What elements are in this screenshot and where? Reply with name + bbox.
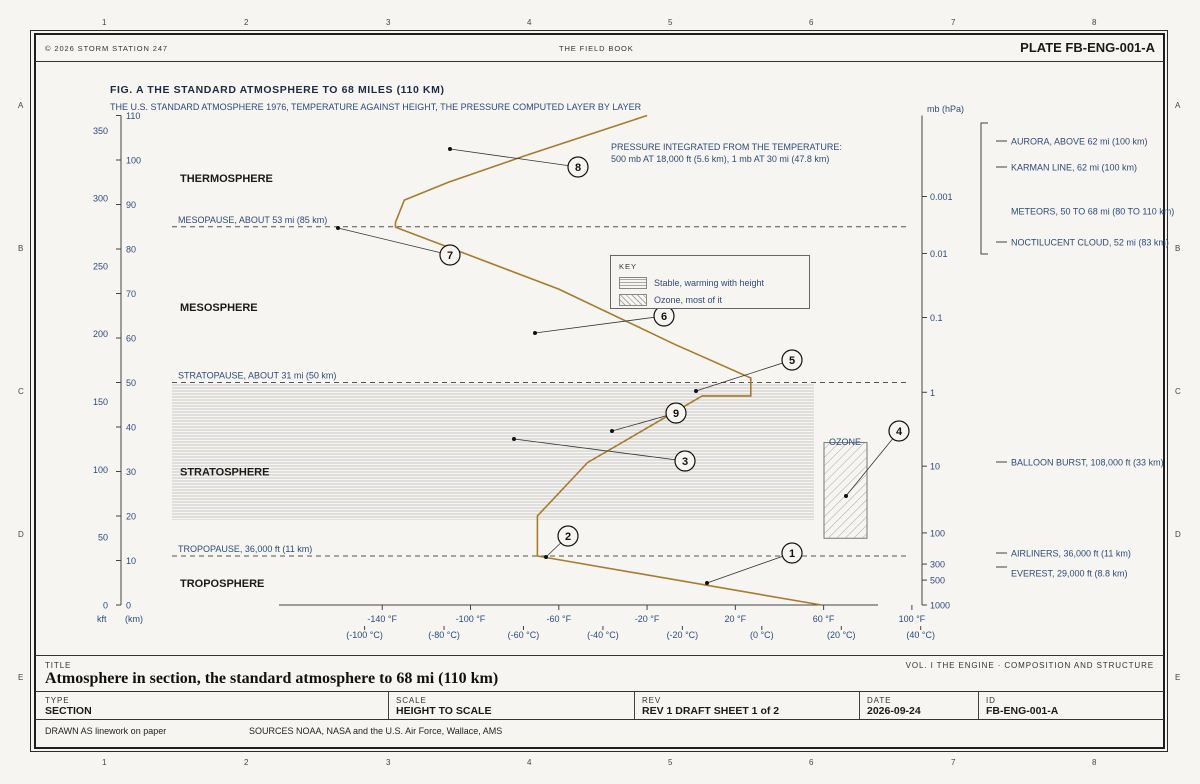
title-label: TITLE <box>45 661 72 670</box>
callout-leader <box>707 553 792 583</box>
callout-leader <box>450 149 578 167</box>
divider-2 <box>634 692 635 719</box>
callout-number: 8 <box>574 162 582 174</box>
pressure-tick-label: 1000 <box>930 600 951 611</box>
side-note-label: BALLOON BURST, 108,000 ft (33 km) <box>1011 457 1164 468</box>
figure-subtitle: THE U.S. STANDARD ATMOSPHERE 1976, TEMPERATURE AGAINST HEIGHT, THE PRESSURE COMPUTED LAYER BY LAYER <box>110 102 642 112</box>
y-km-tick-label: 10 <box>126 556 137 566</box>
scale-label: SCALE <box>396 696 427 705</box>
side-note-label: AURORA, ABOVE 62 mi (100 km) <box>1011 136 1148 147</box>
callout-number: 2 <box>564 531 572 543</box>
legend-swatch-ozone <box>619 294 647 306</box>
zone-row-d-right: D <box>1175 530 1181 539</box>
layer-name: MESOSPHERE <box>180 301 258 314</box>
layer-name: THERMOSPHERE <box>180 172 273 185</box>
y-kft-tick-label: 0 <box>102 600 108 611</box>
divider-1 <box>388 692 389 719</box>
legend-box <box>610 255 810 309</box>
id-value: FB-ENG-001-A <box>986 705 1059 717</box>
callout-number: 5 <box>788 355 796 367</box>
x-f-tick-label: 60 °F <box>812 614 835 624</box>
side-note-label: NOCTILUCENT CLOUD, 52 mi (83 km) <box>1011 237 1169 248</box>
callout-number: 3 <box>681 456 689 468</box>
pressure-note-line-1: PRESSURE INTEGRATED FROM THE TEMPERATURE: <box>611 142 842 152</box>
zone-col-5: 5 <box>668 18 673 27</box>
zone-col-8: 8 <box>1092 18 1097 27</box>
figure-title: FIG. A THE STANDARD ATMOSPHERE TO 68 MILES (110 KM) <box>110 84 445 96</box>
pressure-tick-label: 1 <box>930 387 936 398</box>
pressure-tick-label: 0.01 <box>930 248 948 259</box>
zone-col-7: 7 <box>951 18 956 27</box>
y-km-tick-label: 30 <box>126 467 137 477</box>
y-kft-tick-label: 200 <box>92 329 108 340</box>
ozone-label: OZONE <box>829 437 862 447</box>
x-c-tick-label: (-20 °C) <box>666 630 699 640</box>
y-kft-axis-label: kft <box>97 614 107 624</box>
side-note-label: METEORS, 50 TO 68 mi (80 TO 110 km) <box>1011 206 1175 217</box>
zone-col-4-bottom: 4 <box>527 758 532 767</box>
y-kft-tick-label: 100 <box>92 464 108 475</box>
zone-col-1-bottom: 1 <box>102 758 107 767</box>
x-c-tick-label: (-80 °C) <box>428 630 460 640</box>
zone-row-b: B <box>18 244 24 253</box>
y-kft-tick-label: 300 <box>92 193 108 204</box>
callout-anchor-dot <box>336 226 340 230</box>
y-kft-tick-label: 350 <box>92 125 108 136</box>
zone-col-3: 3 <box>386 18 391 27</box>
zone-col-1: 1 <box>102 18 107 27</box>
stable-layer-band <box>172 385 814 521</box>
sources-note: SOURCES NOAA, NASA and the U.S. Air Force, Wallace, AMS <box>249 726 503 736</box>
zone-row-b-right: B <box>1175 244 1181 253</box>
y-km-tick-label: 90 <box>126 200 137 210</box>
layer-name: TROPOSPHERE <box>180 577 265 590</box>
rev-label: REV <box>642 696 662 705</box>
callout-anchor-dot <box>610 429 614 433</box>
book-title: THE FIELD BOOK <box>559 44 634 53</box>
id-label: ID <box>986 696 996 705</box>
y-km-tick-label: 110 <box>126 111 141 121</box>
zone-row-a-right: A <box>1175 101 1181 110</box>
x-c-tick-label: (-40 °C) <box>587 630 619 640</box>
zone-col-2: 2 <box>244 18 249 27</box>
callout-number: 9 <box>672 408 680 420</box>
ozone-layer-box <box>824 443 867 539</box>
callout-anchor-dot <box>694 389 698 393</box>
callout-anchor-dot <box>512 437 516 441</box>
pressure-note-line-2: 500 mb AT 18,000 ft (5.6 km), 1 mb AT 30 mi (47.8 km) <box>611 154 830 164</box>
pressure-tick-label: 10 <box>930 461 941 472</box>
plate-id: PLATE FB-ENG-001-A <box>1020 40 1155 55</box>
x-f-tick-label: -60 °F <box>546 614 572 624</box>
callout-number: 7 <box>446 250 454 262</box>
layer-boundary-label: MESOPAUSE, ABOUT 53 mi (85 km) <box>178 214 328 225</box>
pressure-tick-label: 0.1 <box>930 313 943 324</box>
callout-number: 4 <box>895 426 903 438</box>
layer-boundary-label: TROPOPAUSE, 36,000 ft (11 km) <box>178 544 313 555</box>
legend-label-stable: Stable, warming with height <box>654 278 765 288</box>
zone-row-e: E <box>18 673 24 682</box>
zone-col-5-bottom: 5 <box>668 758 673 767</box>
type-value: SECTION <box>45 705 92 717</box>
x-f-tick-label: 100 °F <box>898 614 926 624</box>
divider-4 <box>978 692 979 719</box>
callout-anchor-dot <box>533 331 537 335</box>
zone-col-8-bottom: 8 <box>1092 758 1097 767</box>
rev-value: REV 1 DRAFT SHEET 1 of 2 <box>642 705 780 717</box>
side-note-label: KARMAN LINE, 62 mi (100 km) <box>1011 162 1138 173</box>
zone-row-c-right: C <box>1175 387 1181 396</box>
y-kft-tick-label: 50 <box>97 532 108 543</box>
copyright: © 2026 STORM STATION 247 <box>45 44 168 53</box>
x-f-tick-label: -140 °F <box>367 614 398 624</box>
zone-row-e-right: E <box>1175 673 1181 682</box>
zone-col-4: 4 <box>527 18 532 27</box>
pressure-axis-label: mb (hPa) <box>927 104 965 114</box>
x-f-tick-label: 20 °F <box>724 614 747 624</box>
y-km-tick-label: 0 <box>126 600 132 611</box>
x-c-tick-label: (-100 °C) <box>346 630 383 640</box>
title-block-mid-line <box>35 691 1164 692</box>
callout-number: 1 <box>788 548 796 560</box>
y-km-tick-label: 60 <box>126 333 137 344</box>
legend-title: KEY <box>619 262 638 271</box>
y-km-tick-label: 40 <box>126 422 137 433</box>
y-km-tick-label: 50 <box>126 378 137 388</box>
x-c-tick-label: (0 °C) <box>750 630 774 640</box>
y-km-tick-label: 80 <box>126 244 137 255</box>
zone-row-c: C <box>18 387 24 396</box>
zone-row-d: D <box>18 530 24 539</box>
legend-label-ozone: Ozone, most of it <box>654 295 723 305</box>
volume-label: VOL. I THE ENGINE · COMPOSITION AND STRUCTURE <box>905 661 1154 670</box>
title-block-top-line <box>35 655 1164 656</box>
zone-col-3-bottom: 3 <box>386 758 391 767</box>
zone-col-6: 6 <box>809 18 814 27</box>
divider-3 <box>859 692 860 719</box>
callout-anchor-dot <box>705 581 709 585</box>
drawn-note: DRAWN AS linework on paper <box>45 726 167 736</box>
zone-col-6-bottom: 6 <box>809 758 814 767</box>
x-f-tick-label: -100 °F <box>455 614 486 624</box>
pressure-tick-label: 300 <box>930 559 946 570</box>
type-label: TYPE <box>45 696 70 705</box>
side-note-label: EVEREST, 29,000 ft (8.8 km) <box>1011 568 1128 579</box>
side-note-label: AIRLINERS, 36,000 ft (11 km) <box>1011 548 1131 559</box>
y-kft-tick-label: 150 <box>92 397 108 408</box>
zone-col-7-bottom: 7 <box>951 758 956 767</box>
x-c-tick-label: (20 °C) <box>826 630 856 640</box>
y-km-tick-label: 20 <box>126 511 137 522</box>
callout-anchor-dot <box>448 147 452 151</box>
pressure-tick-label: 100 <box>930 528 946 539</box>
callout-anchor-dot <box>844 494 848 498</box>
title-block-bottom-line <box>35 719 1164 720</box>
scale-value: HEIGHT TO SCALE <box>396 705 492 717</box>
x-c-tick-label: (40 °C) <box>906 630 936 640</box>
legend-swatch-stable <box>619 277 647 289</box>
pressure-tick-label: 500 <box>930 575 946 586</box>
layer-boundary-label: STRATOPAUSE, ABOUT 31 mi (50 km) <box>178 370 337 381</box>
y-kft-tick-label: 250 <box>92 261 108 272</box>
pressure-tick-label: 0.001 <box>930 191 953 202</box>
x-f-tick-label: -20 °F <box>634 614 660 624</box>
y-km-axis-label: (km) <box>125 614 143 624</box>
meteors-bracket <box>981 123 988 254</box>
y-km-tick-label: 70 <box>126 289 137 299</box>
layer-name: STRATOSPHERE <box>180 466 270 479</box>
zone-row-a: A <box>18 101 24 110</box>
zone-col-2-bottom: 2 <box>244 758 249 767</box>
drawing-title: Atmosphere in section, the standard atmosphere to 68 mi (110 km) <box>45 670 499 687</box>
temperature-curve <box>396 116 822 606</box>
callout-number: 6 <box>660 311 668 323</box>
date-label: DATE <box>867 696 892 705</box>
date-value: 2026-09-24 <box>867 705 921 717</box>
y-km-tick-label: 100 <box>126 155 142 166</box>
x-c-tick-label: (-60 °C) <box>507 630 540 640</box>
callout-anchor-dot <box>544 555 548 559</box>
